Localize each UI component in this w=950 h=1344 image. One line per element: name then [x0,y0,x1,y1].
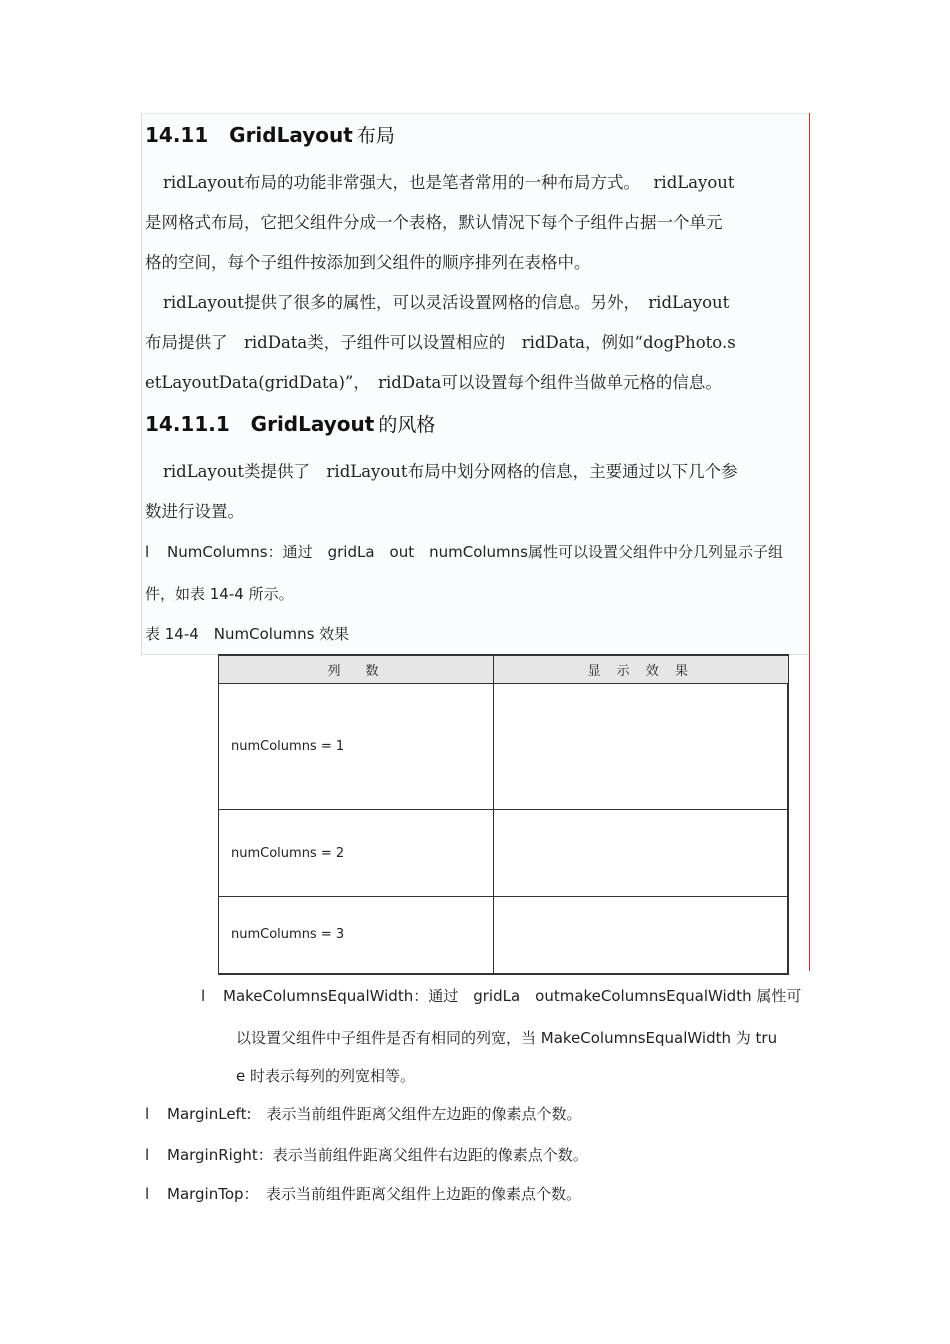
heading-number: 14.11 [145,123,209,147]
paragraph-line: ridLayout类提供了 ridLayout布局中划分网格的信息，主要通过以下几个参 [163,462,738,481]
bullet-text: MarginTop： 表示当前组件距离父组件上边距的像素点个数。 [167,1185,582,1203]
paragraph-line: 布局提供了 ridData类，子组件可以设置相应的 ridData，例如“dogPhoto.s [145,333,736,352]
bullet-text: e 时表示每列的列宽相等。 [236,1067,415,1085]
bullet-marker: l [201,987,206,1005]
bullet-equalwidth [201,986,801,1006]
bullet-numcolumns [145,542,783,562]
numcolumns-table [218,654,789,975]
paragraph-line: ridLayout布局的功能非常强大，也是笔者常用的一种布局方式。 ridLayout [163,173,735,192]
paragraph [145,452,809,532]
section-heading [145,121,395,148]
table-cell [494,897,789,974]
paragraph-line: 是网格式布局，它把父组件分成一个表格，默认情况下每个子组件占据一个单元 [145,213,723,232]
heading-title-cn: 布局 [356,125,395,147]
table-header-cell: 列 数 [219,655,494,684]
paragraph-line: ridLayout提供了很多的属性，可以灵活设置网格的信息。另外， ridLayout [163,293,730,312]
bullet-text: NumColumns：通过 gridLa out numColumns属性可以设置父组件中分几列显示子组 [167,543,783,561]
table-row [219,684,789,810]
bullet-marginleft [145,1104,582,1124]
table-row [219,897,789,974]
heading-title: GridLayout [229,123,353,147]
bullet-marker: l [145,543,150,561]
bullet-continuation [236,1066,415,1086]
bullet-marginright [145,1145,588,1165]
bullet-text: MarginRight：表示当前组件距离父组件右边距的像素点个数。 [167,1146,588,1164]
paragraph [145,283,809,403]
table-cell [494,810,789,897]
bullet-text: MakeColumnsEqualWidth：通过 gridLa outmakeColumnsEqualWidth 属性可 [223,987,802,1005]
subsection-heading [145,410,435,437]
heading-title-cn: 的风格 [378,414,436,436]
bullet-marker: l [145,1185,150,1203]
paragraph-line: 格的空间，每个子组件按添加到父组件的顺序排列在表格中。 [145,253,591,272]
table-caption: 表 14-4 NumColumns 效果 [145,625,350,643]
bullet-margintop [145,1184,581,1204]
bullet-marker: l [145,1146,150,1164]
table-header-cell: 显 示 效 果 [494,655,789,684]
paragraph-line: etLayoutData(gridData)”， ridData可以设置每个组件当做单元格的信息。 [145,373,722,392]
table-header-row [219,655,789,684]
bullet-continuation [236,1028,777,1048]
table-cell: numColumns = 1 [219,684,494,810]
table-cell: numColumns = 3 [219,897,494,974]
margin-line [809,113,810,971]
bullet-text: 件，如表 14-4 所示。 [145,585,294,603]
bullet-marker: l [145,1105,150,1123]
table-cell: numColumns = 2 [219,810,494,897]
table-row [219,810,789,897]
heading-number: 14.11.1 [145,412,230,436]
paragraph-line: 数进行设置。 [145,502,244,521]
paragraph [145,163,809,283]
heading-title: GridLayout [250,412,375,436]
bullet-continuation [145,584,294,604]
bullet-text: MarginLeft: 表示当前组件距离父组件左边距的像素点个数。 [167,1105,582,1123]
bullet-text: 以设置父组件中子组件是否有相同的列宽，当 MakeColumnsEqualWidth 为 tru [236,1029,778,1047]
table-cell [494,684,789,810]
